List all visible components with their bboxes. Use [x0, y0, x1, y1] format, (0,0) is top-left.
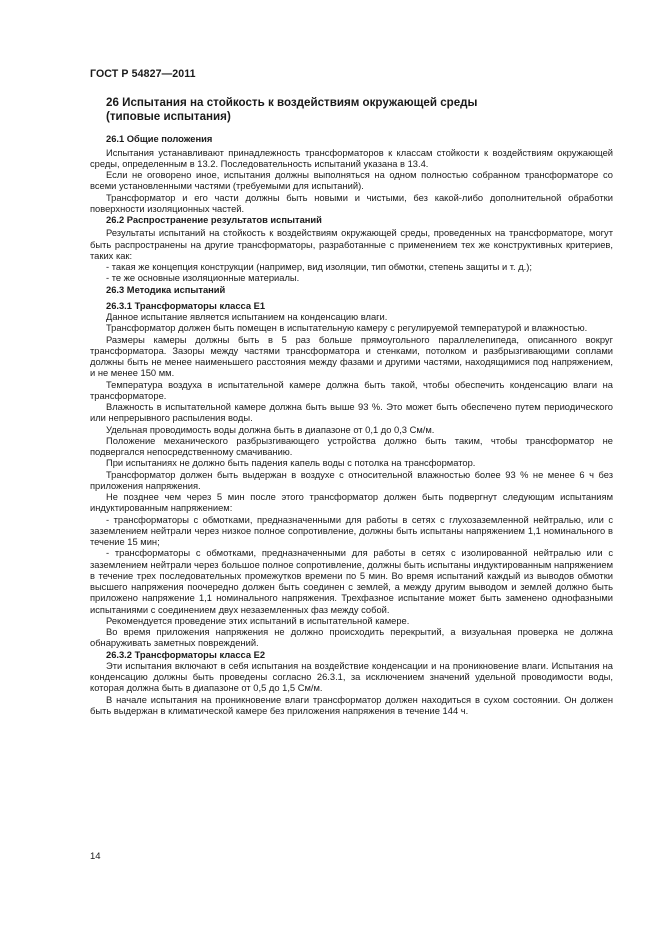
paragraph: Трансформатор должен быть помещен в испытательную камеру с регулируемой температурой и влажностью.	[106, 323, 588, 334]
paragraph: Размеры камеры должны быть в 5 раз больше прямоугольного параллелепипеда, описанного вокруг трансформатора. Зазоры между частями трансформатора и стенками, потолком и разбрызгивающими соплами должны быть не менее наименьшего расстояния между фазами и другими частями, находящимися под напряжением, и не менее 150 мм.	[90, 334, 613, 379]
paragraph: Трансформатор должен быть выдержан в воздухе с относительной влажностью более 93 % не менее 6 ч без приложения напряжения.	[90, 469, 613, 491]
paragraph: Эти испытания включают в себя испытания на воздействие конденсации и на проникновение влаги. Испытания на конденсацию должны быть проведены согласно 26.3.1, за исключением значений удельной проводимости воды, которая должна быть в диапазоне от 0,5 до 1,5 См/м.	[90, 660, 613, 694]
paragraph: В начале испытания на проникновение влаги трансформатор должен находиться в сухом состоянии. Он должен быть выдержан в климатической камере без приложения напряжения в течение 144 ч.	[90, 694, 613, 716]
page-number: 14	[90, 851, 101, 862]
paragraph: Во время приложения напряжения не должно происходить перекрытий, а визуальная проверка не должна обнаруживать заметных повреждений.	[90, 627, 613, 649]
clause-heading-26-3-2: 26.3.2 Трансформаторы класса Е2	[106, 649, 266, 660]
list-item: - трансформаторы с обмотками, предназначенными для работы в сетях с изолированной нейтралью или с заземлением нейтрали через большое полное сопротивление, должны быть испытаны индуктированным напряжением в течение трех последовательных промежутков времени по 5 мин. Во время испытаний каждый из выводов обмотки высшего напряжения поочередно должен быть соединен с землей, а между другим выводом и землей должно быть приложено напряжение 1,1 номинального напряжения. Трехфазное испытание может быть заменено однофазными испытаниями с соединением двух незаземленных фаз между собой.	[90, 548, 613, 615]
paragraph: Положение механического разбрызгивающего устройства должно быть таким, чтобы трансформатор не подвергался непосредственному смачиванию.	[90, 435, 613, 458]
list-item: - такая же концепция конструкции (например, вид изоляции, тип обмотки, степень защиты и т. д.);	[106, 262, 532, 273]
paragraph: Температура воздуха в испытательной камере должна быть такой, чтобы обеспечить конденсацию влаги на трансформаторе.	[90, 379, 613, 401]
subsection-heading-26-2: 26.2 Распространение результатов испытаний	[106, 215, 322, 226]
section-title-line2: (типовые испытания)	[106, 110, 231, 124]
paragraph: Трансформатор и его части должны быть новыми и чистыми, без какой-либо дополнительной обработки поверхности изоляционных частей.	[90, 192, 613, 214]
subsection-heading-26-1: 26.1 Общие положения	[106, 134, 213, 145]
section-title-line1: 26 Испытания на стойкость к воздействиям окружающей среды	[106, 96, 478, 109]
clause-heading-26-3-1: 26.3.1 Трансформаторы класса Е1	[106, 300, 266, 311]
list-item: - трансформаторы с обмотками, предназначенными для работы в сетях с глухозаземленной нейтралью, или с заземлением нейтрали через низкое полное сопротивление, должны быть испытаны напряжением 1,1 номинального в течение 15 мин;	[90, 514, 613, 548]
paragraph: Испытания устанавливают принадлежность трансформаторов к классам стойкости к воздействиям окружающей среды, определенным в 13.2. Последовательность испытаний указана в 13.4.	[90, 147, 613, 169]
list-item: - те же основные изоляционные материалы.	[106, 273, 300, 284]
paragraph: Результаты испытаний на стойкость к воздействиям окружающей среды, проведенных на трансформаторе, могут быть распространены на другие трансформаторы, разработанные с применением тех же конструктивных критериев, таких как:	[90, 228, 613, 261]
standard-header: ГОСТ Р 54827—2011	[90, 68, 196, 80]
subsection-heading-26-3: 26.3 Методика испытаний	[106, 284, 226, 295]
paragraph: Влажность в испытательной камере должна быть выше 93 %. Это может быть обеспечено путем периодического или непрерывного распыления воды.	[90, 402, 613, 424]
page-body	[90, 94, 613, 717]
paragraph: Рекомендуется проведение этих испытаний в испытательной камере.	[106, 615, 410, 626]
paragraph: Данное испытание является испытанием на конденсацию влаги.	[106, 312, 388, 323]
paragraph: Удельная проводимость воды должна быть в диапазоне от 0,1 до 0,3 См/м.	[106, 424, 435, 435]
paragraph: Не позднее чем через 5 мин после этого трансформатор должен быть подвергнут следующим испытаниям индуктированным напряжением:	[90, 492, 613, 514]
paragraph: Если не оговорено иное, испытания должны выполняться на одном полностью собранном трансформаторе со всеми установленными частями (требуемыми для испытаний).	[90, 170, 613, 192]
paragraph: При испытаниях не должно быть падения капель воды с потолка на трансформатор.	[106, 458, 476, 469]
section-title	[106, 96, 613, 124]
